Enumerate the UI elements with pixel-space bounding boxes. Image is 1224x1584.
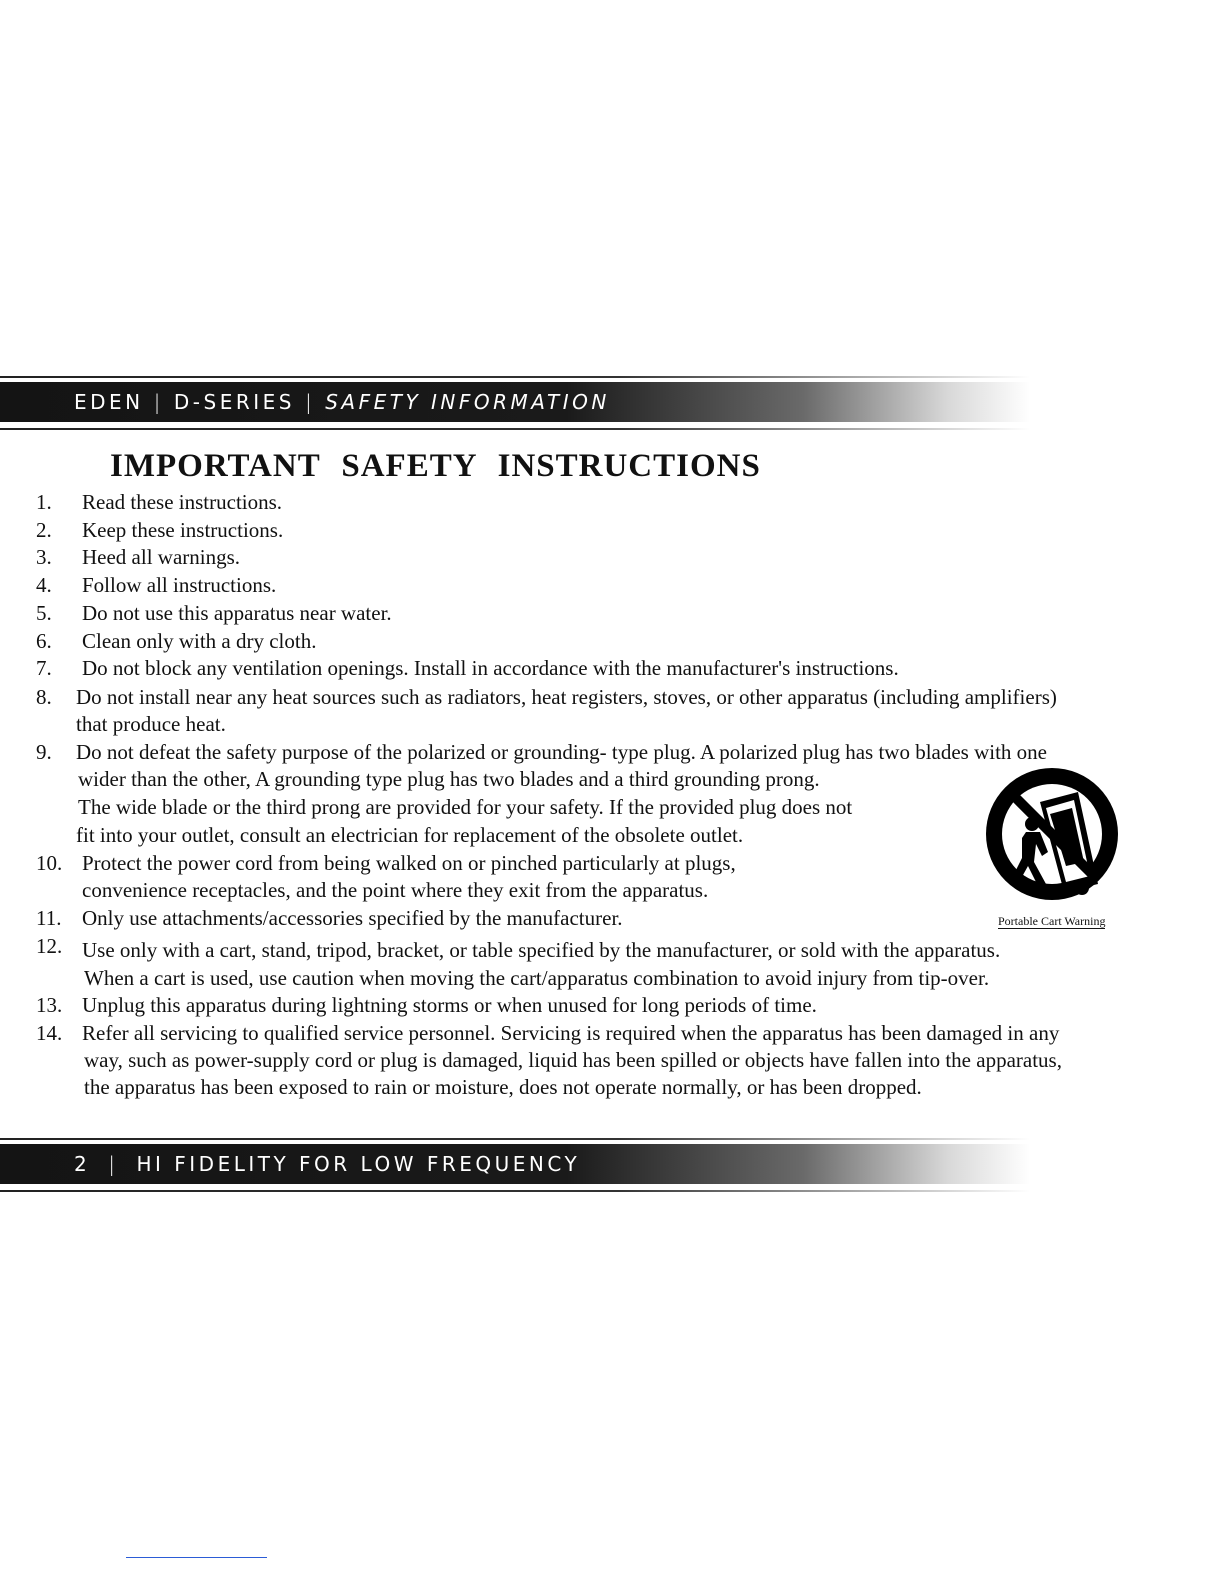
item-number: 2. <box>36 518 52 542</box>
list-item-text: Only use attachments/accessories specified by the manufacturer. <box>82 906 623 930</box>
footer-bar <box>0 1144 1030 1184</box>
list-item-text: When a cart is used, use caution when moving the cart/apparatus combination to avoid injury from tip-over. <box>84 966 990 990</box>
list-item-text: Keep these instructions. <box>82 518 284 542</box>
item-number: 1. <box>36 490 52 514</box>
item-number: 14. <box>36 1021 63 1045</box>
list-item-text: Read these instructions. <box>82 490 283 514</box>
list-item-text: convenience receptacles, and the point where they exit from the apparatus. <box>82 878 709 902</box>
portable-cart-warning-icon <box>986 766 1126 907</box>
header-separator: | <box>153 390 164 414</box>
item-number: 11. <box>36 906 62 930</box>
list-item-text: Protect the power cord from being walked on or pinched particularly at plugs, <box>82 851 736 875</box>
list-item-text: Use only with a cart, stand, tripod, bracket, or table specified by the manufacturer, or sold with the apparatus. <box>82 938 1001 962</box>
item-number: 10. <box>36 851 63 875</box>
list-item-text: fit into your outlet, consult an electrician for replacement of the obsolete outlet. <box>76 823 744 847</box>
header-separator: | <box>304 390 316 414</box>
item-number: 3. <box>36 545 52 569</box>
item-number: 4. <box>36 573 52 597</box>
link-underline <box>126 1557 267 1558</box>
list-item-text: Refer all servicing to qualified service personnel. Servicing is required when the apparatus has been damaged in any <box>82 1021 1060 1045</box>
list-item-text: Do not defeat the safety purpose of the polarized or grounding- type plug. A polarized plug has two blades with one <box>76 740 1048 764</box>
list-item-text: Unplug this apparatus during lightning storms or when unused for long periods of time. <box>82 993 817 1017</box>
list-item-text: wider than the other, A grounding type plug has two blades and a third grounding prong. <box>78 767 820 791</box>
cart-warning-caption: Portable Cart Warning <box>998 914 1106 928</box>
brand-name: EDEN <box>74 390 144 414</box>
list-item-text: Do not install near any heat sources such as radiators, heat registers, stoves, or other apparatus (including amplifiers) <box>76 685 1057 709</box>
list-item-text: Heed all warnings. <box>82 545 241 569</box>
header-rule-top <box>0 376 1030 378</box>
item-number: 12. <box>36 934 63 958</box>
list-item-text: The wide blade or the third prong are provided for your safety. If the provided plug does not <box>78 795 853 819</box>
footer-tagline: HI FIDELITY FOR LOW FREQUENCY <box>136 1152 581 1176</box>
item-number: 5. <box>36 601 52 625</box>
list-item-text: that produce heat. <box>76 712 226 736</box>
list-item-text: way, such as power-supply cord or plug is damaged, liquid has been spilled or objects have fallen into the apparatus, <box>84 1048 1062 1072</box>
footer-separator: | <box>108 1152 119 1176</box>
item-number: 9. <box>36 740 52 764</box>
item-number: 8. <box>36 685 52 709</box>
item-number: 13. <box>36 993 63 1017</box>
series-name: D-SERIES <box>173 390 295 414</box>
list-item-text: the apparatus has been exposed to rain or moisture, does not operate normally, or has been dropped. <box>84 1075 922 1099</box>
header-bar <box>0 382 1030 422</box>
list-item-text: Do not use this apparatus near water. <box>82 601 392 625</box>
item-number: 7. <box>36 656 52 680</box>
header-rule-bottom <box>0 428 1030 430</box>
list-item-text: Clean only with a dry cloth. <box>82 629 317 653</box>
item-number: 6. <box>36 629 52 653</box>
list-item-text: Follow all instructions. <box>82 573 277 597</box>
footer-rule-top <box>0 1138 1030 1140</box>
list-item-text: Do not block any ventilation openings. Install in accordance with the manufacturer's instructions. <box>82 656 899 680</box>
footer-rule-bottom <box>0 1190 1030 1192</box>
page-number: 2 <box>74 1152 91 1176</box>
page-title: IMPORTANT SAFETY INSTRUCTIONS <box>110 448 761 484</box>
section-name: SAFETY INFORMATION <box>325 390 610 414</box>
